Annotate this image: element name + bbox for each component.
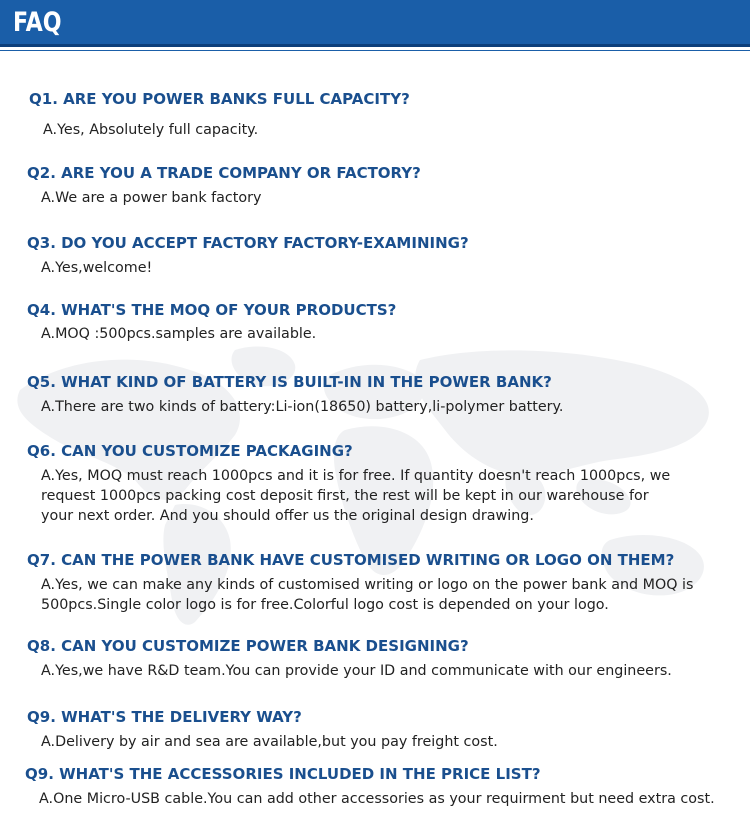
faq-question-9: Q9. WHAT'S THE DELIVERY WAY? (27, 708, 302, 726)
faq-answer-1: A.Yes, Absolutely full capacity. (43, 122, 259, 138)
faq-question-6: Q6. CAN YOU CUSTOMIZE PACKAGING? (27, 442, 353, 460)
faq-question-2: Q2. ARE YOU A TRADE COMPANY OR FACTORY? (27, 164, 421, 182)
faq-answer-10: A.One Micro-USB cable.You can add other accessories as your requirment but need extra cost. (39, 791, 715, 807)
header-divider (0, 50, 750, 51)
faq-question-5: Q5. WHAT KIND OF BATTERY IS BUILT-IN IN THE POWER BANK? (27, 373, 552, 391)
faq-answer-5: A.There are two kinds of battery:Li-ion(18650) battery,li-polymer battery. (41, 399, 564, 415)
faq-question-1: Q1. ARE YOU POWER BANKS FULL CAPACITY? (29, 90, 410, 108)
faq-question-8: Q8. CAN YOU CUSTOMIZE POWER BANK DESIGNING? (27, 637, 469, 655)
faq-answer-7-line-1: A.Yes, we can make any kinds of customised writing or logo on the power bank and MOQ is (41, 577, 694, 593)
page-title: FAQ (13, 7, 62, 38)
faq-answer-6-line-1: A.Yes, MOQ must reach 1000pcs and it is for free. If quantity doesn't reach 1000pcs, we (41, 468, 671, 484)
faq-answer-2: A.We are a power bank factory (41, 190, 262, 206)
faq-question-3: Q3. DO YOU ACCEPT FACTORY FACTORY-EXAMINING? (27, 234, 469, 252)
faq-question-4: Q4. WHAT'S THE MOQ OF YOUR PRODUCTS? (27, 301, 397, 319)
faq-answer-7-line-2: 500pcs.Single color logo is for free.Colorful logo cost is depended on your logo. (41, 597, 609, 613)
faq-answer-6-line-3: your next order. And you should offer us the original design drawing. (41, 508, 534, 524)
faq-answer-4: A.MOQ :500pcs.samples are available. (41, 326, 317, 342)
page-header (0, 0, 750, 47)
faq-answer-8: A.Yes,we have R&D team.You can provide your ID and communicate with our engineers. (41, 663, 672, 679)
faq-question-7: Q7. CAN THE POWER BANK HAVE CUSTOMISED WRITING OR LOGO ON THEM? (27, 551, 675, 569)
faq-answer-9: A.Delivery by air and sea are available,but you pay freight cost. (41, 734, 498, 750)
faq-answer-6-line-2: request 1000pcs packing cost deposit first, the rest will be kept in our warehouse for (41, 488, 649, 504)
faq-question-10: Q9. WHAT'S THE ACCESSORIES INCLUDED IN THE PRICE LIST? (25, 765, 541, 783)
faq-answer-3: A.Yes,welcome! (41, 260, 153, 276)
